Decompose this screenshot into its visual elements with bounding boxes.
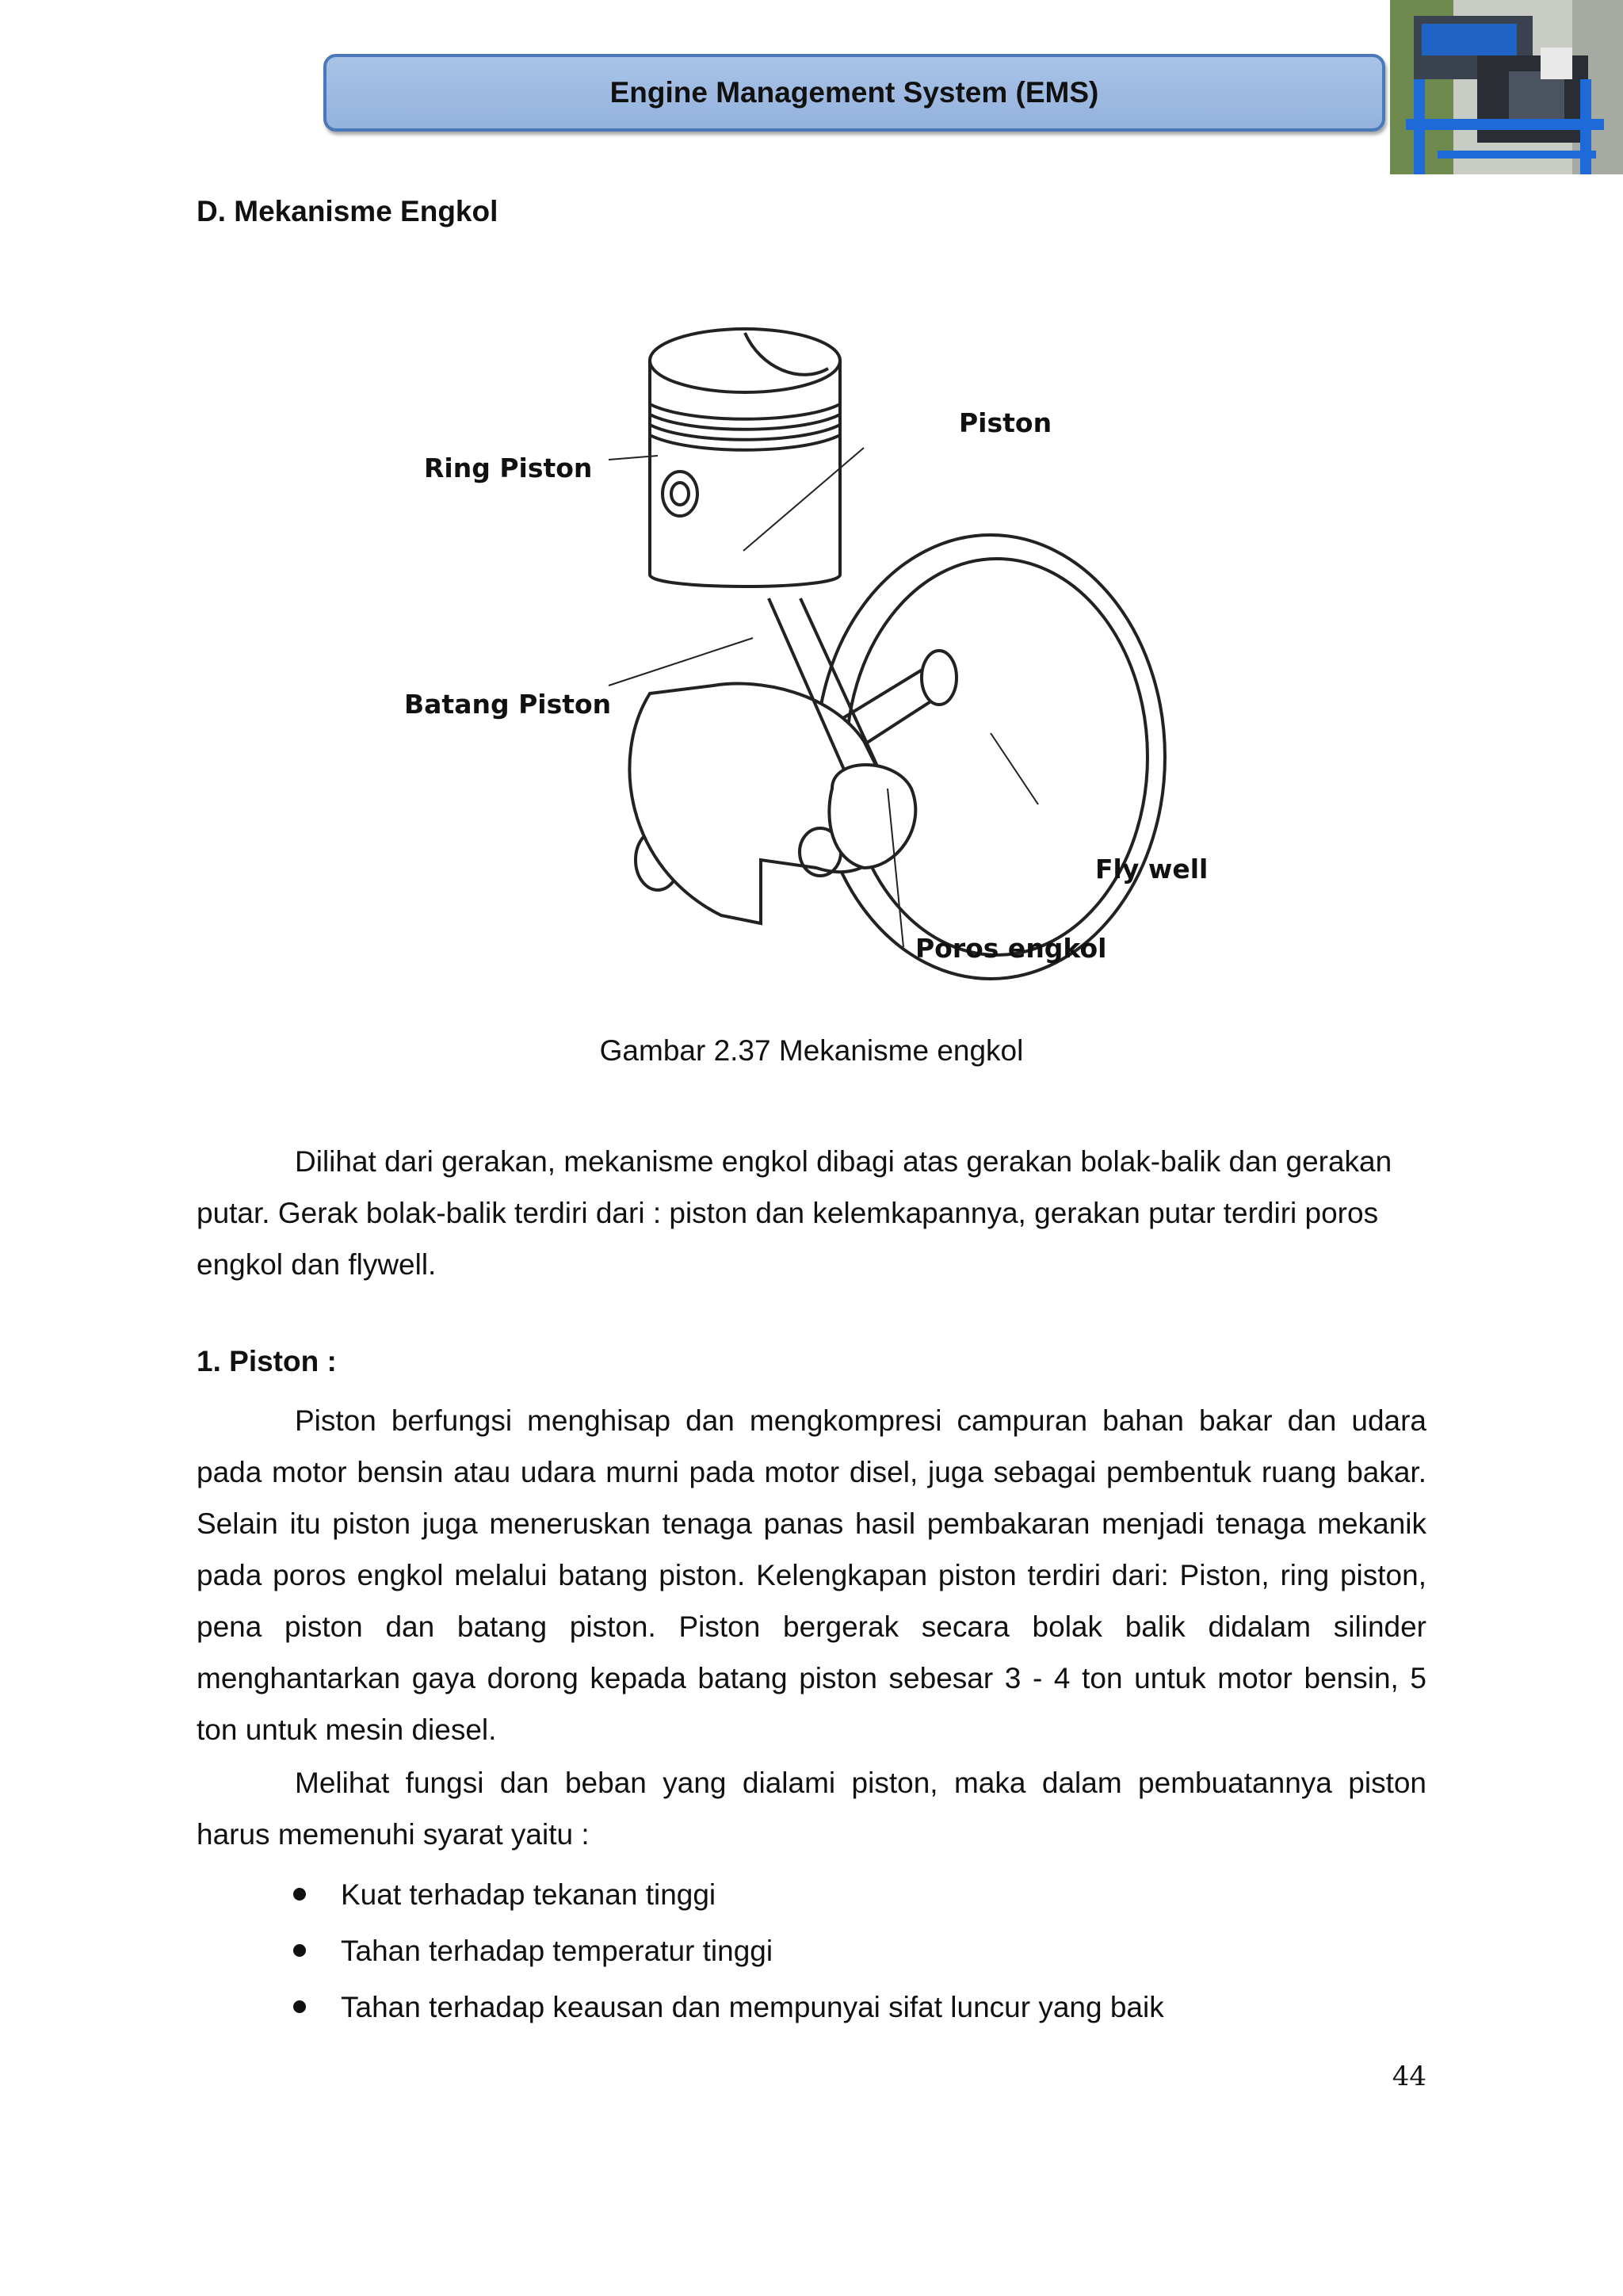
- subsection-title: 1. Piston :: [197, 1345, 337, 1377]
- bullet-icon: [293, 2000, 306, 2013]
- label-poros-engkol: Poros engkol: [915, 933, 1107, 964]
- page-number: 44: [1392, 2061, 1426, 2092]
- engine-stand-photo: [1390, 0, 1623, 174]
- label-piston: Piston: [959, 407, 1052, 438]
- section-title: D. Mekanisme Engkol: [197, 195, 498, 227]
- piston-paragraph: Piston berfungsi menghisap dan mengkompresi campuran bahan bakar dan udara pada motor bensin atau udara murni pada motor disel, juga sebagai pembentuk ruang bakar. Selain itu piston juga meneruskan tenaga panas hasil pembakaran menjadi tenaga mekanik pada poros engkol melalui batang piston. Kelengkapan piston terdiri dari: Piston, ring piston, pena piston dan batang piston. Piston bergerak secara bolak balik didalam silinder menghantarkan gaya dorong kepada batang piston sebesar 3 - 4 ton untuk motor bensin, 5 ton untuk mesin diesel.: [197, 1404, 1426, 1746]
- bullet-icon: [293, 1888, 306, 1901]
- requirements-paragraph: Melihat fungsi dan beban yang dialami piston, maka dalam pembuatannya piston harus memenuhi syarat yaitu :: [197, 1767, 1426, 1851]
- header-bar: [323, 54, 1385, 132]
- header-title: Engine Management System (EMS): [609, 76, 1099, 109]
- bullet-icon: [293, 1944, 306, 1957]
- figure-caption: Gambar 2.37 Mekanisme engkol: [599, 1034, 1024, 1067]
- label-ring-piston: Ring Piston: [424, 453, 593, 483]
- intro-paragraph: Dilihat dari gerakan, mekanisme engkol dibagi atas gerakan bolak-balik dan gerakan putar. Gerak bolak-balik terdiri dari : piston dan kelemkapannya, gerakan putar terdiri poros engkol dan flywell.: [197, 1145, 1392, 1281]
- crank-mechanism-figure: [388, 313, 1236, 1018]
- list-item: Tahan terhadap keausan dan mempunyai sifat luncur yang baik: [293, 1979, 1164, 2035]
- list-item: Kuat terhadap tekanan tinggi: [293, 1866, 1164, 1923]
- list-item: Tahan terhadap temperatur tinggi: [293, 1923, 1164, 1979]
- requirements-list: [293, 1866, 1164, 2035]
- label-batang-piston: Batang Piston: [404, 689, 612, 720]
- label-fly-well: Fly well: [1095, 854, 1209, 884]
